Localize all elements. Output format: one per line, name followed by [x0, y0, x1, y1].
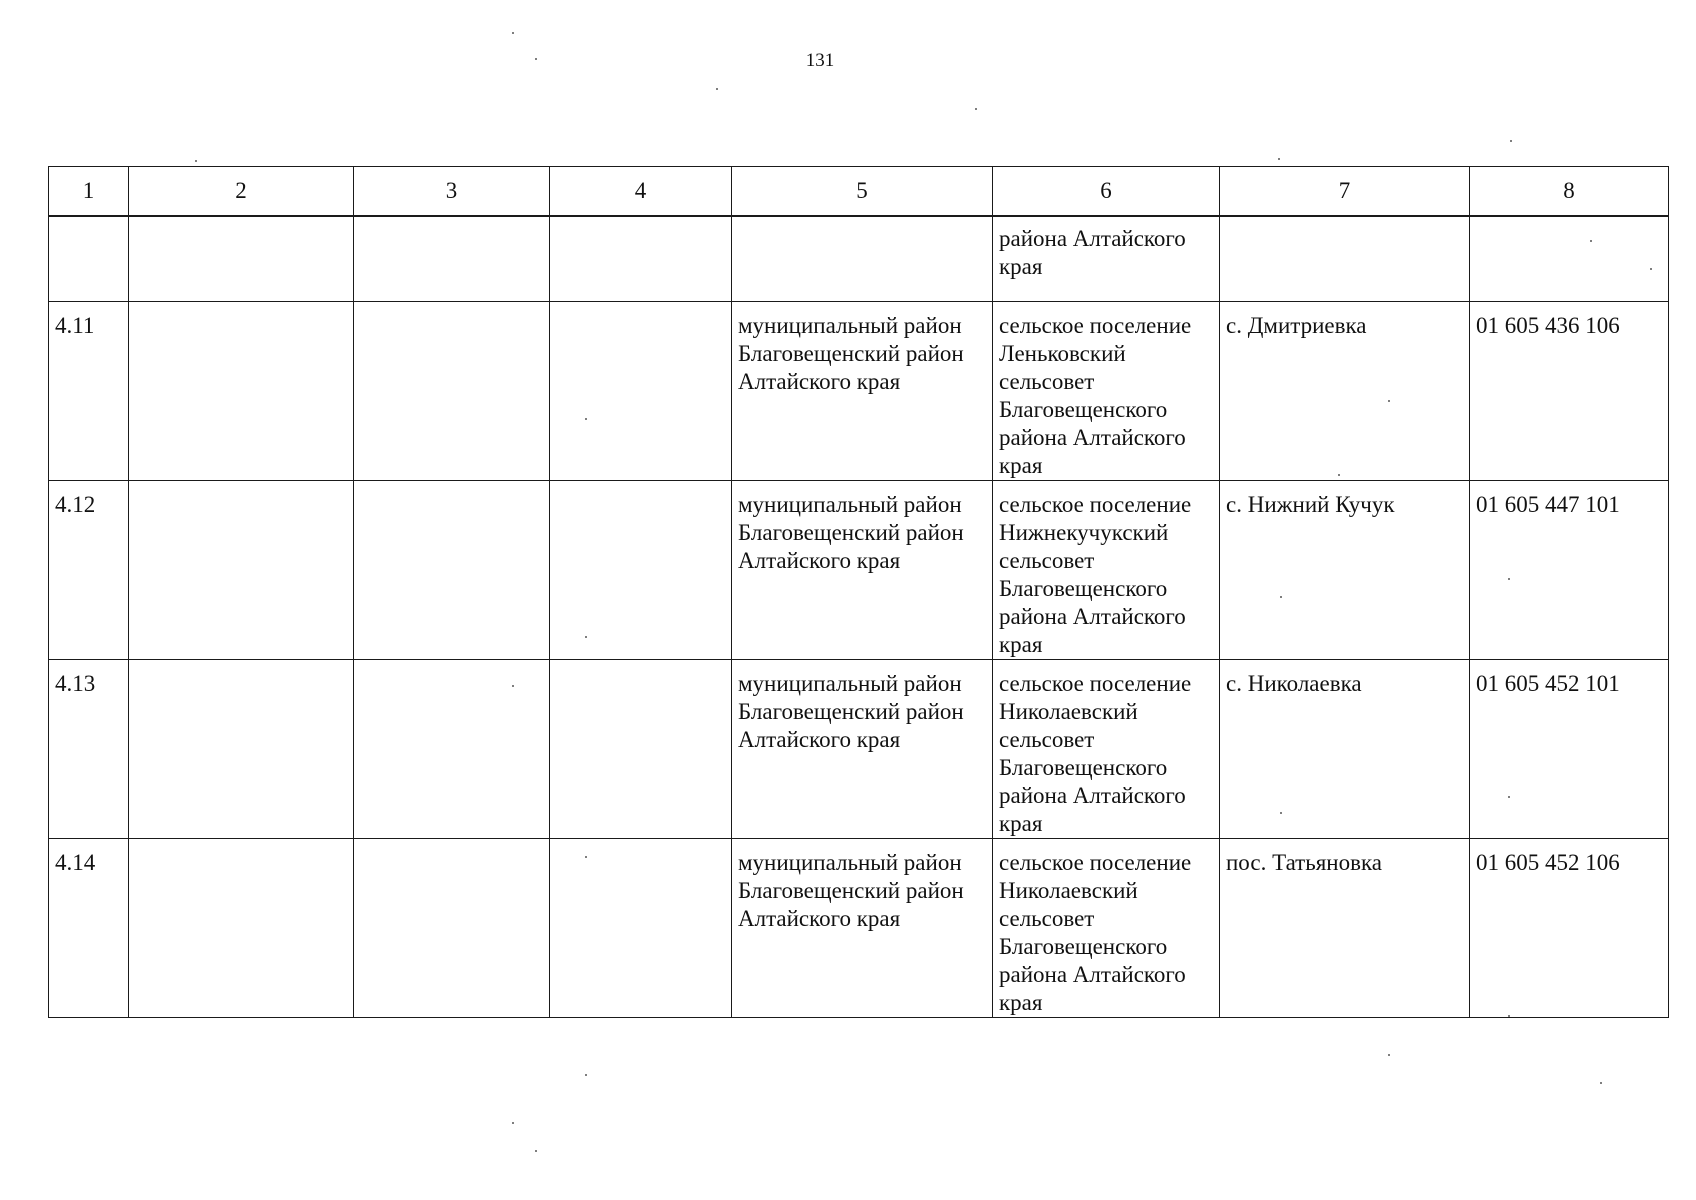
scan-speck [1338, 474, 1340, 476]
scan-speck [535, 1150, 537, 1152]
cell-code [1470, 216, 1669, 302]
cell-municipal-district: муниципальный район Благовещенский район Алтайского края [732, 302, 993, 481]
cell-number [49, 216, 129, 302]
cell-locality: пос. Татьяновка [1220, 839, 1470, 1018]
page-number: 131 [805, 50, 835, 71]
table-row [49, 302, 1669, 481]
scan-speck [1510, 140, 1512, 142]
cell-settlement: сельское поселение Николаевский сельсовет Благовещенского района Алтайского края [993, 839, 1220, 1018]
cell-municipal-district: муниципальный район Благовещенский район Алтайского края [732, 839, 993, 1018]
registry-table [48, 166, 1669, 1018]
scan-speck [585, 1074, 587, 1076]
table-row [49, 839, 1669, 1018]
cell-code: 01 605 452 101 [1470, 660, 1669, 839]
cell-number: 4.13 [49, 660, 129, 839]
scan-speck [1388, 400, 1390, 402]
cell-municipal-district: муниципальный район Благовещенский район Алтайского края [732, 660, 993, 839]
scan-speck [1508, 578, 1510, 580]
scan-speck [195, 160, 197, 162]
scan-speck [1280, 596, 1282, 598]
scan-speck [512, 32, 514, 34]
column-header: 3 [354, 167, 550, 217]
cell-municipal-district: муниципальный район Благовещенский район Алтайского края [732, 481, 993, 660]
header-row [49, 167, 1669, 217]
cell-settlement: района Алтайского края [993, 216, 1220, 302]
cell-col4 [550, 481, 732, 660]
column-header: 7 [1220, 167, 1470, 217]
cell-col4 [550, 302, 732, 481]
cell-col2 [129, 481, 354, 660]
cell-number: 4.11 [49, 302, 129, 481]
cell-col4 [550, 660, 732, 839]
scan-speck [585, 418, 587, 420]
cell-municipal-district [732, 216, 993, 302]
cell-locality: с. Дмитриевка [1220, 302, 1470, 481]
table-row-continuation [49, 216, 1669, 302]
scan-speck [1650, 268, 1652, 270]
cell-col4 [550, 839, 732, 1018]
cell-code: 01 605 436 106 [1470, 302, 1669, 481]
cell-col4 [550, 216, 732, 302]
cell-locality [1220, 216, 1470, 302]
cell-locality: с. Николаевка [1220, 660, 1470, 839]
scan-speck [512, 1122, 514, 1124]
cell-code: 01 605 452 106 [1470, 839, 1669, 1018]
cell-settlement: сельское поселение Нижнекучукский сельсовет Благовещенского района Алтайского края [993, 481, 1220, 660]
scan-speck [1508, 796, 1510, 798]
column-header: 1 [49, 167, 129, 217]
cell-col3 [354, 302, 550, 481]
scan-speck [585, 856, 587, 858]
cell-locality: с. Нижний Кучук [1220, 481, 1470, 660]
cell-settlement: сельское поселение Николаевский сельсовет Благовещенского района Алтайского края [993, 660, 1220, 839]
cell-col2 [129, 660, 354, 839]
column-header: 2 [129, 167, 354, 217]
scan-speck [1388, 1054, 1390, 1056]
cell-col3 [354, 216, 550, 302]
scan-speck [1278, 158, 1280, 160]
cell-number: 4.14 [49, 839, 129, 1018]
cell-settlement: сельское поселение Леньковский сельсовет Благовещенского района Алтайского края [993, 302, 1220, 481]
scan-speck [1280, 812, 1282, 814]
table-row [49, 481, 1669, 660]
column-header: 6 [993, 167, 1220, 217]
cell-number: 4.12 [49, 481, 129, 660]
scan-speck [1600, 1082, 1602, 1084]
cell-code: 01 605 447 101 [1470, 481, 1669, 660]
scan-speck [975, 108, 977, 110]
cell-col2 [129, 839, 354, 1018]
table-row [49, 660, 1669, 839]
scan-speck [535, 58, 537, 60]
scan-speck [512, 685, 514, 687]
scan-speck [1508, 1015, 1510, 1017]
column-header: 4 [550, 167, 732, 217]
scan-speck [585, 636, 587, 638]
cell-col3 [354, 839, 550, 1018]
scan-speck [716, 88, 718, 90]
cell-col3 [354, 481, 550, 660]
cell-col3 [354, 660, 550, 839]
scan-speck [1590, 240, 1592, 242]
column-header: 8 [1470, 167, 1669, 217]
column-header: 5 [732, 167, 993, 217]
cell-col2 [129, 302, 354, 481]
cell-col2 [129, 216, 354, 302]
